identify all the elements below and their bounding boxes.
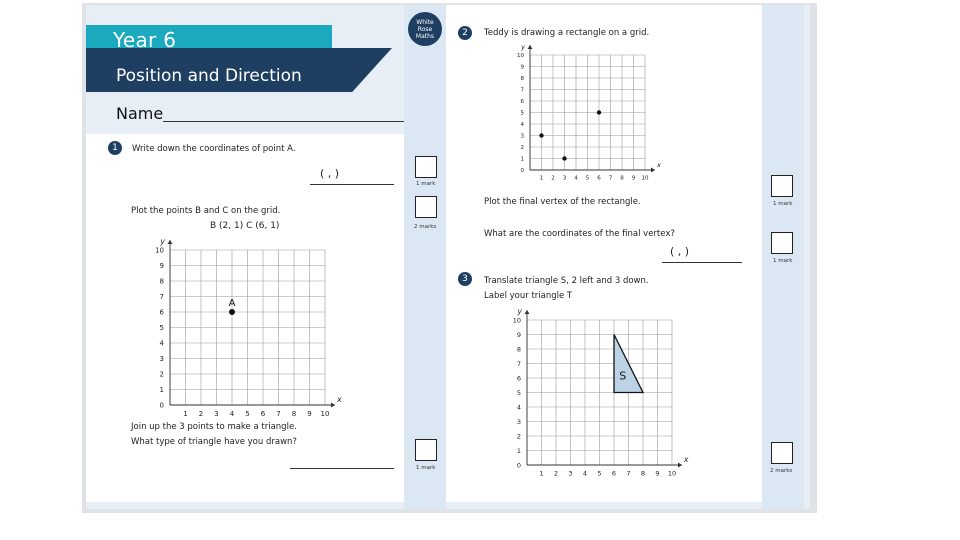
q3-prompt: Translate triangle S, 2 left and 3 down. bbox=[484, 276, 649, 286]
q2-mark-label-2: 1 mark bbox=[773, 258, 793, 264]
y-tick-label: 1 bbox=[159, 385, 164, 394]
x-tick-label: 9 bbox=[307, 410, 312, 418]
q3-label-prompt: Label your triangle T bbox=[484, 291, 573, 301]
q1-points-given: B (2, 1) C (6, 1) bbox=[210, 221, 280, 231]
x-tick-label: 5 bbox=[585, 175, 590, 182]
x-tick-label: 5 bbox=[597, 469, 602, 478]
y-tick-label: 1 bbox=[520, 156, 524, 163]
x-axis-arrow-icon bbox=[331, 403, 335, 408]
y-tick-label: 8 bbox=[516, 345, 521, 354]
y-tick-label: 5 bbox=[516, 388, 521, 397]
x-axis-label: x bbox=[657, 161, 661, 169]
x-tick-label: 5 bbox=[245, 410, 250, 418]
y-tick-label: 8 bbox=[159, 277, 164, 286]
y-axis-arrow-icon bbox=[525, 310, 530, 314]
x-tick-label: 8 bbox=[620, 175, 624, 182]
name-label: Name bbox=[116, 104, 164, 123]
x-tick-label: 3 bbox=[568, 469, 573, 478]
name-field-line[interactable] bbox=[163, 121, 404, 122]
y-tick-label: 9 bbox=[516, 330, 521, 339]
y-tick-label: 0 bbox=[516, 461, 521, 470]
marks-strip-left bbox=[404, 5, 446, 509]
y-tick-label: 6 bbox=[516, 374, 521, 383]
x-tick-label: 1 bbox=[183, 410, 188, 418]
x-tick-label: 2 bbox=[551, 175, 555, 182]
q3-coordinate-grid[interactable] bbox=[505, 300, 700, 485]
y-tick-label: 4 bbox=[520, 121, 524, 128]
rectangle-vertex-marker bbox=[562, 156, 566, 160]
y-tick-label: 2 bbox=[516, 432, 521, 441]
year-title: Year 6 bbox=[113, 28, 177, 52]
q2-coordinate-grid[interactable] bbox=[505, 42, 675, 192]
x-tick-label: 8 bbox=[640, 469, 646, 478]
topic-title: Position and Direction bbox=[116, 66, 302, 86]
x-tick-label: 3 bbox=[214, 410, 219, 418]
q1-join-prompt: Join up the 3 points to make a triangle. bbox=[131, 422, 297, 432]
x-tick-label: 4 bbox=[574, 175, 578, 182]
question-1-number: 1 bbox=[108, 141, 122, 155]
x-tick-label: 10 bbox=[667, 469, 677, 478]
q1-plot-prompt: Plot the points B and C on the grid. bbox=[131, 206, 281, 216]
q2-answer-line[interactable] bbox=[662, 262, 742, 263]
y-tick-label: 5 bbox=[520, 110, 524, 117]
x-tick-label: 3 bbox=[562, 175, 567, 182]
y-tick-label: 3 bbox=[520, 133, 524, 140]
y-tick-label: 3 bbox=[159, 354, 164, 363]
y-tick-label: 8 bbox=[520, 75, 524, 82]
x-tick-label: 2 bbox=[553, 469, 559, 478]
y-tick-label: 2 bbox=[159, 370, 164, 379]
y-axis-label: y bbox=[160, 237, 165, 246]
q2-mark-label-1: 1 mark bbox=[773, 201, 793, 207]
q1-mark-box-3[interactable] bbox=[415, 439, 437, 461]
x-tick-label: 1 bbox=[539, 469, 544, 478]
x-tick-label: 7 bbox=[276, 410, 281, 418]
y-tick-label: 4 bbox=[516, 403, 521, 412]
y-axis-label: y bbox=[517, 307, 522, 316]
y-tick-label: 1 bbox=[516, 446, 521, 455]
logo-line-3: Maths bbox=[415, 32, 435, 40]
q2-answer-template: ( , ) bbox=[670, 245, 690, 258]
x-tick-label: 10 bbox=[320, 410, 330, 418]
y-tick-label: 3 bbox=[516, 417, 521, 426]
x-tick-label: 8 bbox=[291, 410, 297, 418]
x-tick-label: 10 bbox=[641, 175, 649, 182]
y-tick-label: 7 bbox=[159, 292, 164, 301]
q2-mark-box-1[interactable] bbox=[771, 175, 793, 197]
y-axis-arrow-icon bbox=[168, 240, 173, 244]
q2-mark-box-2[interactable] bbox=[771, 232, 793, 254]
q1-answer-line[interactable] bbox=[310, 184, 394, 185]
x-tick-label: 6 bbox=[597, 175, 601, 182]
x-tick-label: 4 bbox=[229, 410, 235, 418]
q1-type-prompt: What type of triangle have you drawn? bbox=[131, 437, 297, 447]
q2-prompt: Teddy is drawing a rectangle on a grid. bbox=[484, 28, 650, 38]
q1-type-answer-line[interactable] bbox=[290, 468, 394, 469]
y-tick-label: 2 bbox=[520, 144, 524, 151]
triangle-s-label: S bbox=[619, 369, 627, 383]
y-tick-label: 9 bbox=[520, 64, 524, 71]
x-axis-arrow-icon bbox=[651, 168, 655, 173]
x-tick-label: 4 bbox=[582, 469, 588, 478]
x-axis-label: x bbox=[337, 395, 342, 404]
y-axis-arrow-icon bbox=[528, 45, 533, 49]
y-tick-label: 10 bbox=[155, 246, 164, 255]
q3-mark-label: 2 marks bbox=[770, 468, 793, 474]
x-axis-arrow-icon bbox=[678, 463, 682, 468]
y-axis-label: y bbox=[521, 43, 525, 51]
q2-plot-prompt: Plot the final vertex of the rectangle. bbox=[484, 197, 641, 207]
rectangle-vertex-marker bbox=[597, 110, 601, 114]
x-tick-label: 7 bbox=[608, 175, 613, 182]
point-a-label: A bbox=[228, 298, 236, 309]
q1-coordinate-grid[interactable] bbox=[140, 225, 360, 425]
x-tick-label: 2 bbox=[198, 410, 204, 418]
q1-mark-box-1[interactable] bbox=[415, 156, 437, 178]
q1-mark-label-2: 2 marks bbox=[414, 224, 437, 230]
y-tick-label: 5 bbox=[159, 323, 164, 332]
x-tick-label: 6 bbox=[260, 410, 266, 418]
q1-mark-label-3: 1 mark bbox=[416, 465, 436, 471]
x-axis-label: x bbox=[684, 455, 689, 464]
y-tick-label: 9 bbox=[159, 261, 164, 270]
x-tick-label: 1 bbox=[539, 175, 544, 182]
y-tick-label: 10 bbox=[512, 316, 521, 325]
q1-answer-template: ( , ) bbox=[320, 167, 340, 180]
x-tick-label: 7 bbox=[626, 469, 631, 478]
q3-mark-box[interactable] bbox=[771, 442, 793, 464]
y-tick-label: 4 bbox=[159, 339, 164, 348]
y-tick-label: 7 bbox=[520, 87, 524, 94]
x-tick-label: 9 bbox=[655, 469, 660, 478]
q2-coord-prompt: What are the coordinates of the final vertex? bbox=[484, 229, 675, 239]
marks-strip-right bbox=[762, 5, 804, 509]
y-tick-label: 0 bbox=[159, 401, 164, 410]
y-tick-label: 6 bbox=[159, 308, 164, 317]
y-tick-label: 7 bbox=[516, 359, 521, 368]
rectangle-vertex-marker bbox=[539, 133, 543, 137]
x-tick-label: 9 bbox=[631, 175, 636, 182]
q1-prompt: Write down the coordinates of point A. bbox=[132, 144, 296, 154]
logo-line-1: White bbox=[416, 18, 434, 26]
y-tick-label: 10 bbox=[517, 52, 524, 59]
white-rose-logo bbox=[408, 12, 442, 46]
x-tick-label: 6 bbox=[611, 469, 617, 478]
question-2-number: 2 bbox=[458, 26, 472, 40]
point-a-marker bbox=[229, 309, 235, 315]
logo-line-2: Rose bbox=[417, 25, 433, 33]
question-3-number: 3 bbox=[458, 272, 472, 286]
y-tick-label: 6 bbox=[520, 98, 524, 105]
q1-mark-box-2[interactable] bbox=[415, 196, 437, 218]
y-tick-label: 0 bbox=[520, 167, 524, 174]
q1-mark-label-1: 1 mark bbox=[416, 181, 436, 187]
